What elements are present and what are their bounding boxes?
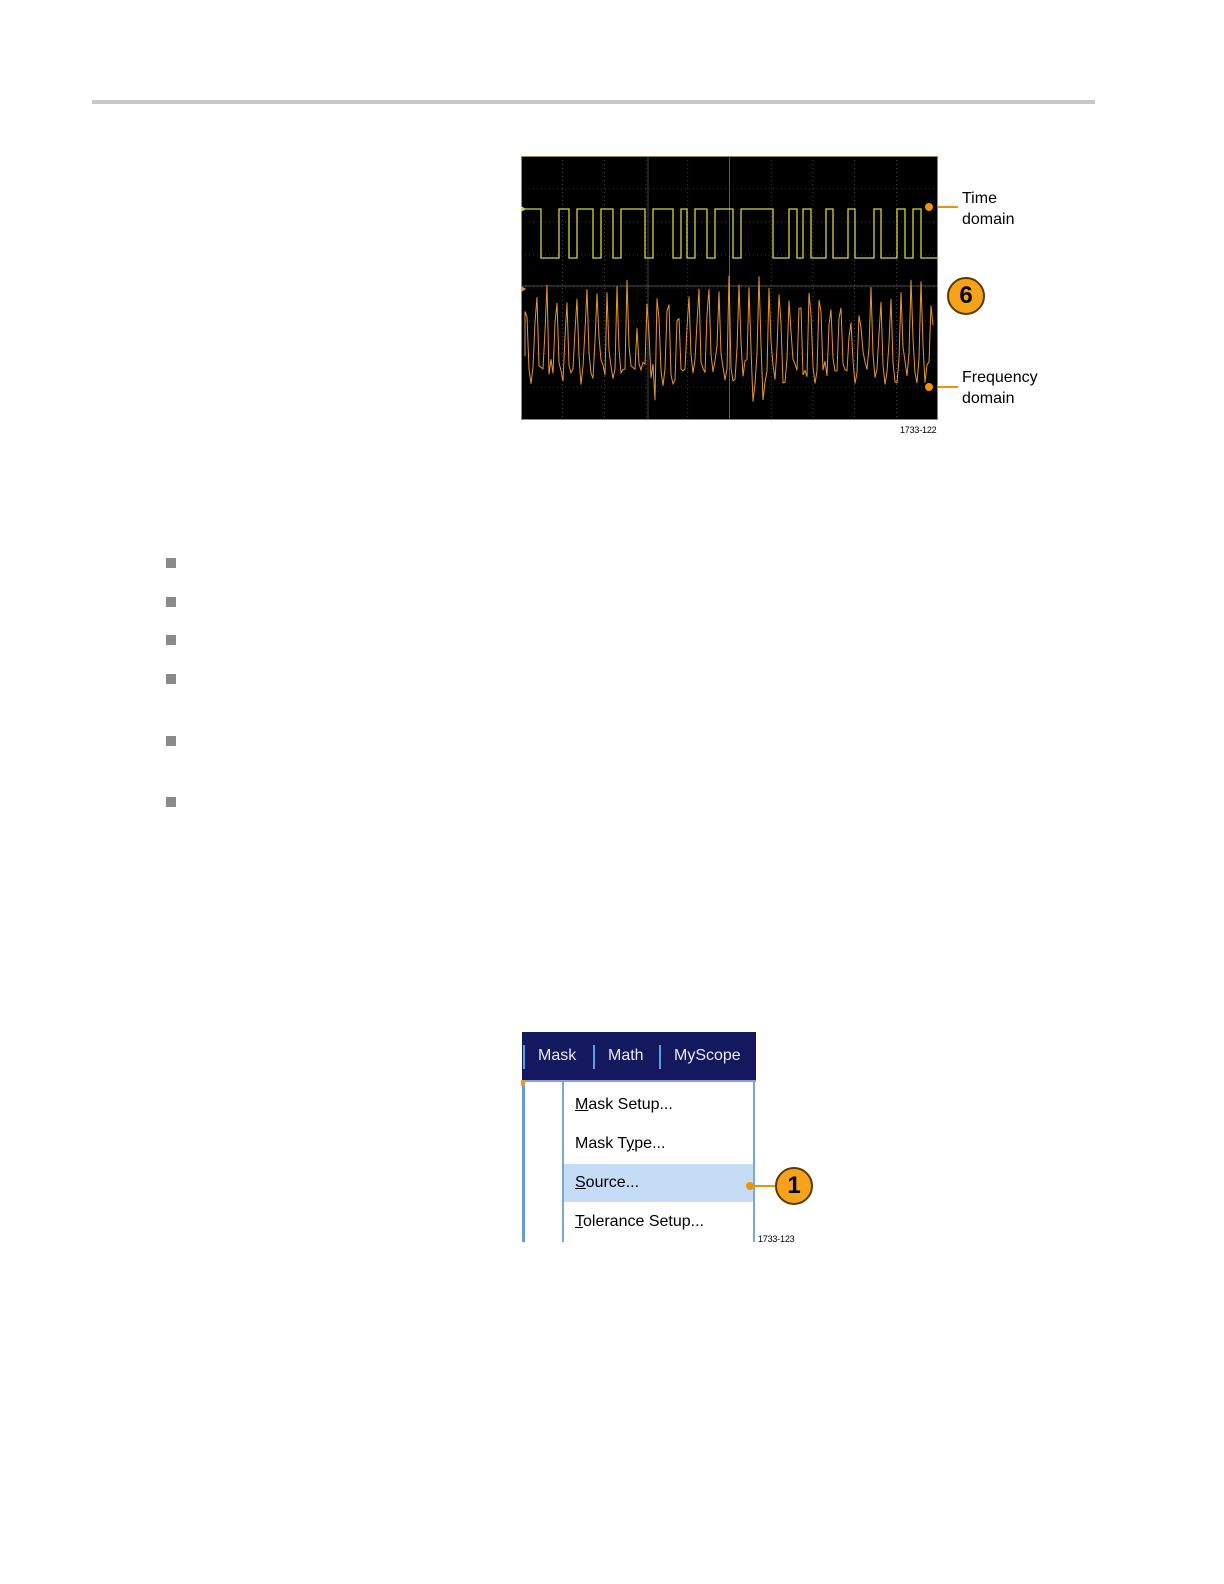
menu-separator (593, 1045, 595, 1069)
window-edge (522, 1080, 525, 1242)
menu-separator (523, 1045, 525, 1069)
window-edge-marker (521, 1080, 525, 1086)
bullet-marker (166, 797, 176, 807)
menu-mask[interactable]: Mask (538, 1047, 577, 1064)
step-1-badge: 1 (775, 1167, 813, 1205)
time-domain-label: Time domain (962, 190, 1015, 228)
oscilloscope-screen (521, 156, 938, 420)
menu-separator (659, 1045, 661, 1069)
menu-item-source[interactable]: Source... (564, 1164, 753, 1202)
figure-number: 1733-123 (758, 1234, 795, 1244)
bullet-marker (166, 558, 176, 568)
bullet-marker (166, 674, 176, 684)
menu-item-mask-type[interactable]: Mask Type... (575, 1135, 666, 1152)
figure-number: 1733-122 (900, 425, 937, 435)
frequency-domain-leader (938, 386, 958, 388)
bullet-marker (166, 597, 176, 607)
frequency-domain-label: Frequency domain (962, 369, 1038, 407)
bullet-marker (166, 736, 176, 746)
menu-myscope[interactable]: MyScope (674, 1047, 741, 1064)
menu-math[interactable]: Math (608, 1047, 644, 1064)
frequency-domain-dot (925, 383, 933, 391)
step-6-badge: 6 (947, 277, 985, 315)
menu-item-tolerance-setup[interactable]: Tolerance Setup... (575, 1213, 704, 1230)
time-domain-dot (925, 203, 933, 211)
menu-bar (522, 1032, 756, 1082)
bullet-marker (166, 635, 176, 645)
menu-item-mask-setup[interactable]: Mask Setup... (575, 1096, 673, 1113)
time-domain-leader (938, 206, 958, 208)
mask-dropdown-menu (562, 1082, 755, 1242)
header-rule (92, 100, 1095, 104)
source-dot (746, 1182, 754, 1190)
